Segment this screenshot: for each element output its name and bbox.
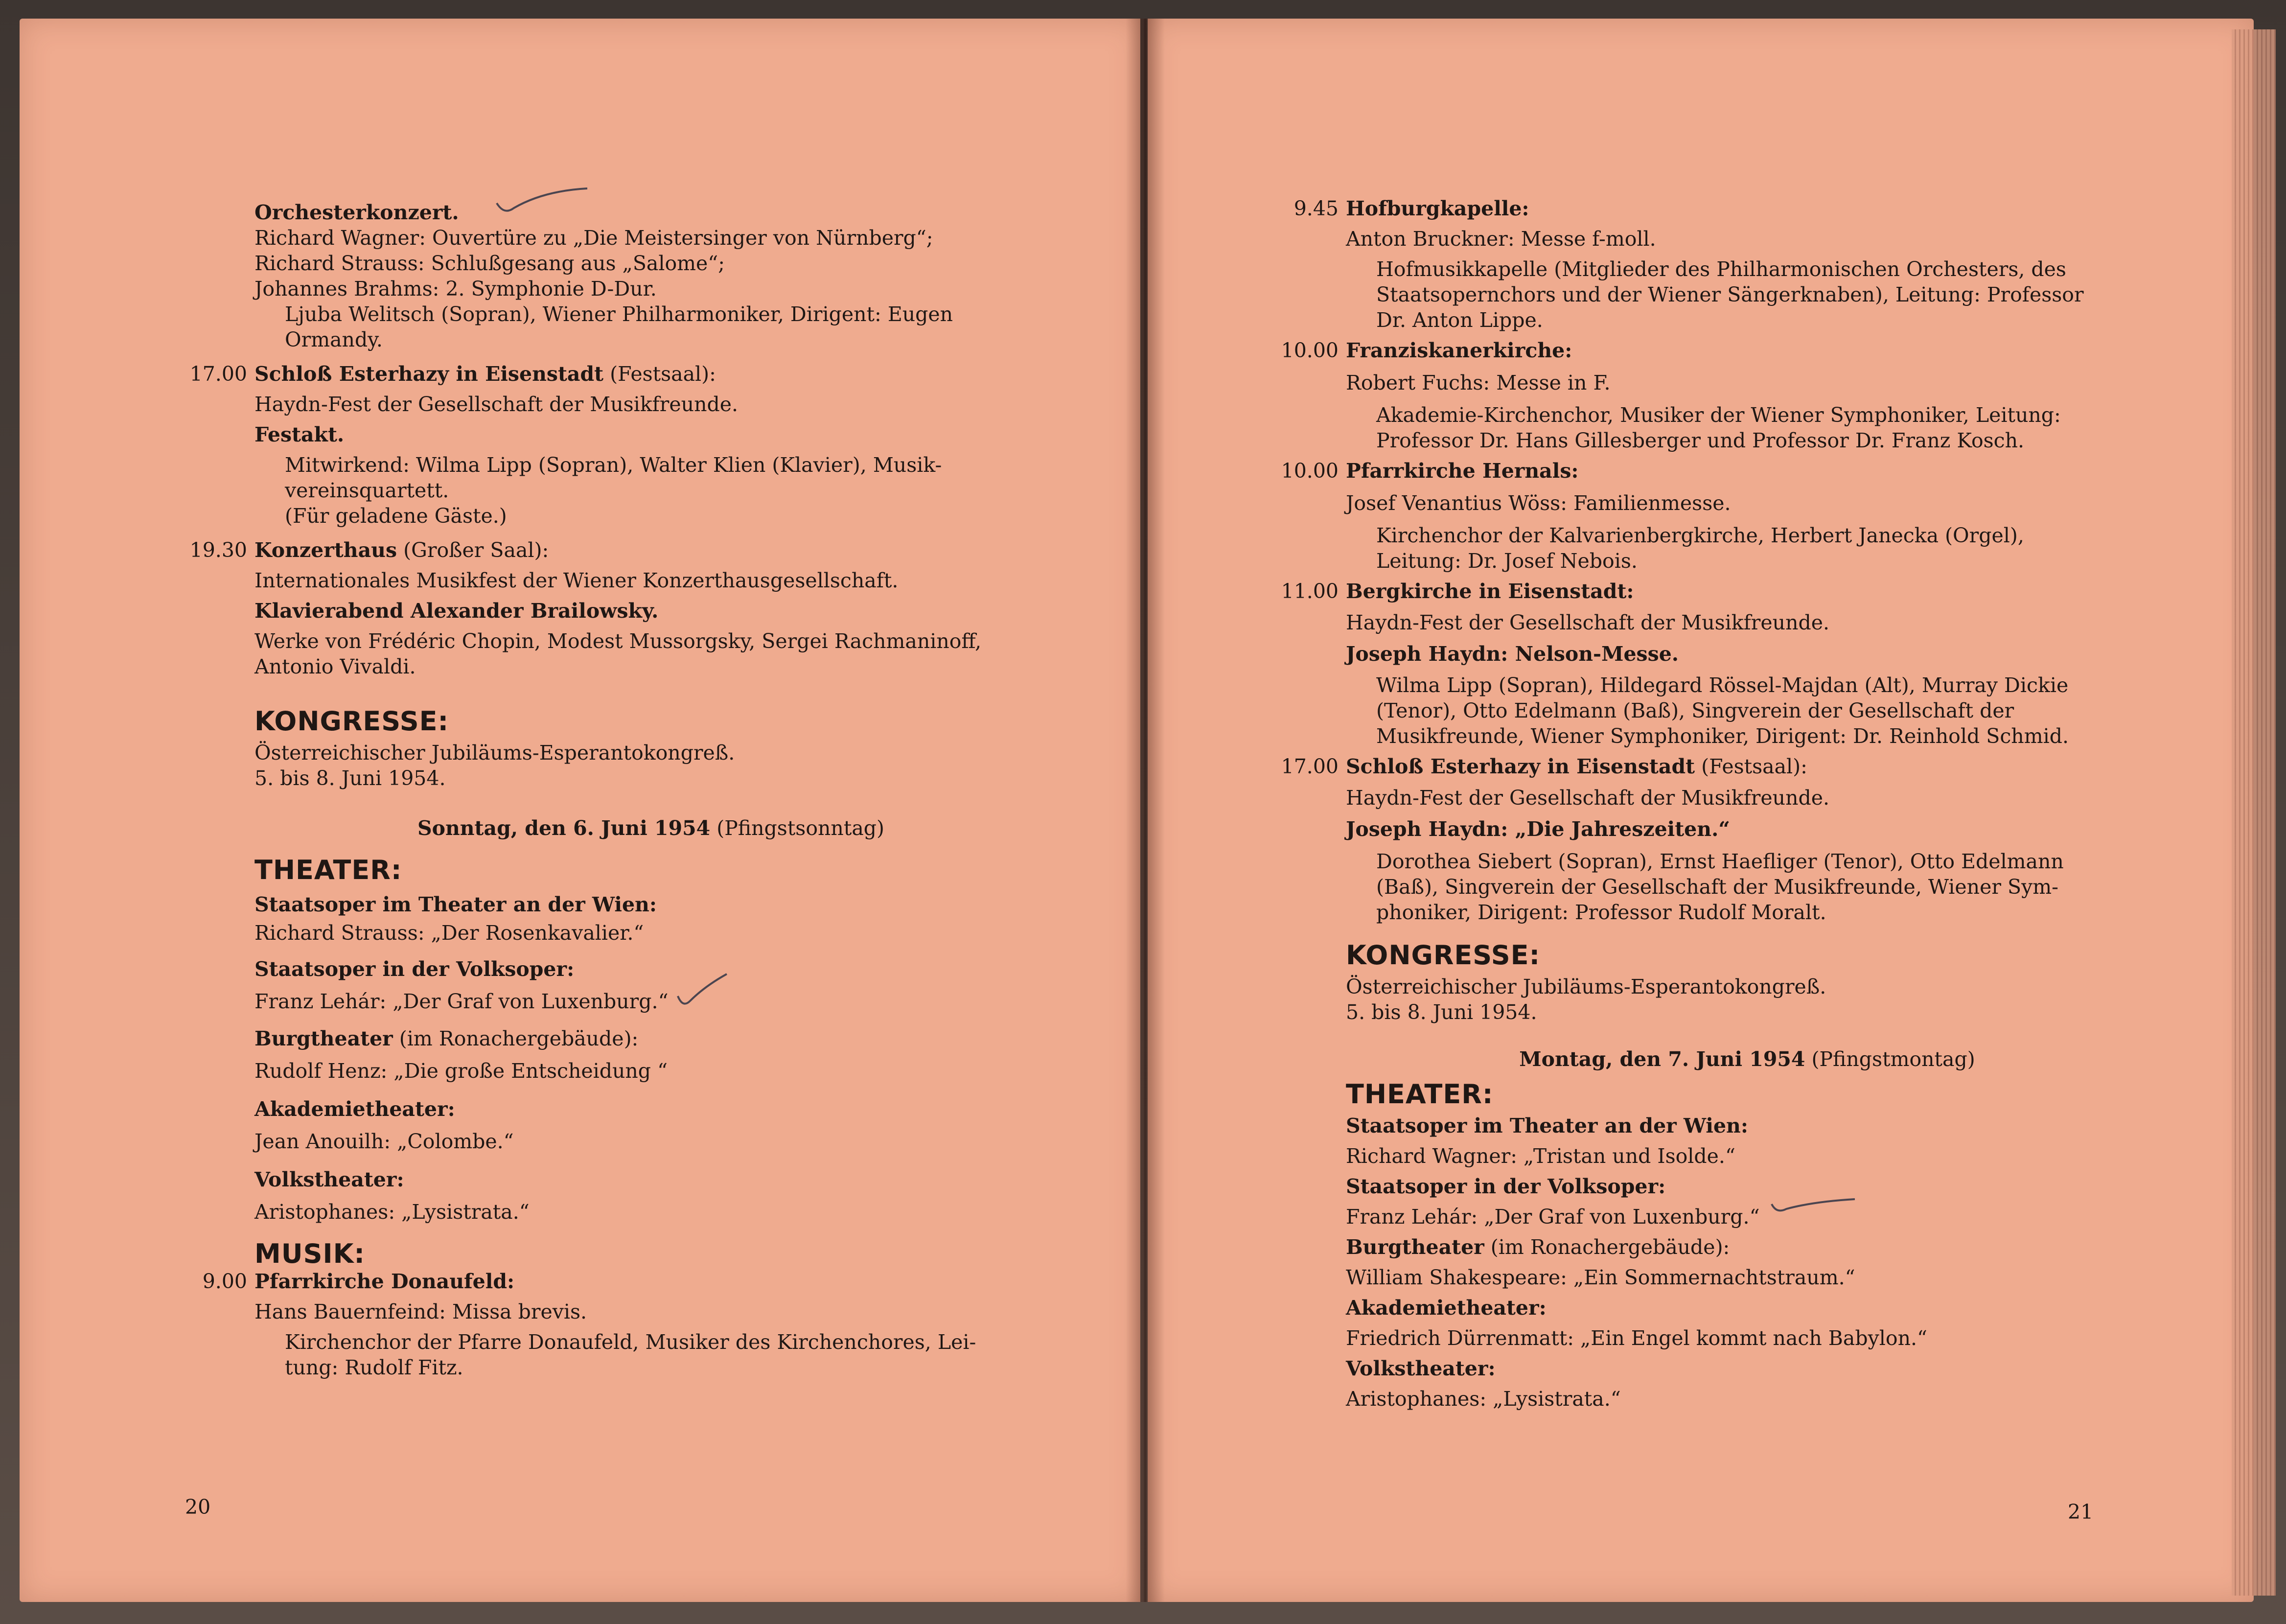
venue-note: (im Ronachergebäude): xyxy=(393,1027,639,1050)
pencil-check-icon xyxy=(494,181,592,220)
event-venue-note: (Festsaal): xyxy=(1695,755,1807,778)
text-line: Rudolf Henz: „Die große Entscheidung “ xyxy=(254,1059,668,1083)
text-line: Friedrich Dürrenmatt: „Ein Engel kommt nach Babylon.“ xyxy=(1346,1326,1927,1350)
text-line: Robert Fuchs: Messe in F. xyxy=(1346,371,1611,394)
text-line: Franz Lehár: „Der Graf von Luxenburg.“ xyxy=(1346,1205,1760,1229)
event-venue-note: (Festsaal): xyxy=(603,362,716,386)
text-line: Mitwirkend: Wilma Lipp (Sopran), Walter Klien (Klavier), Musik- xyxy=(285,453,942,477)
event-entry xyxy=(202,1269,1047,1380)
text-line: Ljuba Welitsch (Sopran), Wiener Philharmoniker, Dirigent: Eugen xyxy=(285,302,953,326)
venue: Staatsoper im Theater an der Wien: xyxy=(254,893,657,916)
text-line: Haydn-Fest der Gesellschaft der Musikfreunde. xyxy=(1346,611,1830,634)
text-line: vereinsquartett. xyxy=(285,479,449,502)
text-line: Richard Wagner: „Tristan und Isolde.“ xyxy=(1346,1144,1735,1168)
text-line: phoniker, Dirigent: Professor Rudolf Moralt. xyxy=(1376,901,1826,924)
event-venue: Franziskanerkirche: xyxy=(1346,339,1572,362)
event-entry xyxy=(189,537,1047,679)
event-time: 19.30 xyxy=(189,538,247,562)
venue: Akademietheater: xyxy=(254,1097,455,1121)
event-venue: Schloß Esterhazy in Eisenstadt xyxy=(1346,755,1695,778)
event-entry xyxy=(1281,754,2148,925)
text-line: Wilma Lipp (Sopran), Hildegard Rössel-Majdan (Alt), Murray Dickie xyxy=(1376,673,2069,697)
venue: Akademietheater: xyxy=(1346,1296,1547,1320)
day-heading: Montag, den 7. Juni 1954 xyxy=(1519,1047,1805,1071)
text-line: Hans Bauernfeind: Missa brevis. xyxy=(254,1300,587,1323)
section-heading: THEATER: xyxy=(1346,1079,1494,1110)
day-note: (Pfingstsonntag) xyxy=(710,816,884,840)
text-line: Joseph Haydn: Nelson-Messe. xyxy=(1346,642,1679,666)
text-line: Dr. Anton Lippe. xyxy=(1376,308,1543,332)
text-line: Antonio Vivaldi. xyxy=(254,655,416,678)
text-line: (Für geladene Gäste.) xyxy=(285,504,507,528)
text-line: Klavierabend Alexander Brailowsky. xyxy=(254,599,659,623)
text-line: Haydn-Fest der Gesellschaft der Musikfreunde. xyxy=(1346,786,1830,810)
text-line: Joseph Haydn: „Die Jahreszeiten.“ xyxy=(1346,817,1730,841)
book-gutter xyxy=(1126,19,1165,1602)
event-time: 17.00 xyxy=(1281,755,1339,778)
event-time: 10.00 xyxy=(1281,339,1339,362)
pencil-check-icon xyxy=(1769,1194,1857,1219)
text-line: 5. bis 8. Juni 1954. xyxy=(254,766,446,790)
right-column xyxy=(1281,196,2148,1412)
text-line: Kirchenchor der Kalvarienbergkirche, Herbert Janecka (Orgel), xyxy=(1376,524,2024,547)
section-heading: KONGRESSE: xyxy=(254,706,449,737)
venue: Burgtheater xyxy=(1346,1235,1484,1259)
section-heading: THEATER: xyxy=(254,855,402,885)
orch-title: Orchesterkonzert. xyxy=(254,201,459,224)
page-number: 20 xyxy=(185,1495,211,1519)
event-entry xyxy=(1281,458,2148,574)
event-venue: Bergkirche in Eisenstadt: xyxy=(1346,580,1634,603)
pencil-check-icon xyxy=(675,972,729,1011)
venue: Staatsoper in der Volksoper: xyxy=(254,957,575,981)
text-line: Dorothea Siebert (Sopran), Ernst Haefliger (Tenor), Otto Edelmann xyxy=(1376,850,2064,873)
event-venue: Pfarrkirche Donaufeld: xyxy=(254,1270,515,1293)
text-line: Richard Strauss: Schlußgesang aus „Salome“; xyxy=(254,252,725,275)
event-entry xyxy=(1293,196,2148,333)
text-line: Werke von Frédéric Chopin, Modest Mussorgsky, Sergei Rachmaninoff, xyxy=(254,629,982,653)
event-venue-note: (Großer Saal): xyxy=(397,538,549,562)
event-venue: Schloß Esterhazy in Eisenstadt xyxy=(254,362,604,386)
text-line: Professor Dr. Hans Gillesberger und Professor Dr. Franz Kosch. xyxy=(1376,429,2025,452)
text-line: Musikfreunde, Wiener Symphoniker, Dirigent: Dr. Reinhold Schmid. xyxy=(1376,724,2069,748)
text-line: (Tenor), Otto Edelmann (Baß), Singverein der Gesellschaft der xyxy=(1376,699,2014,722)
text-line: Leitung: Dr. Josef Nebois. xyxy=(1376,549,1638,573)
venue-note: (im Ronachergebäude): xyxy=(1484,1235,1730,1259)
venue: Burgtheater xyxy=(254,1027,393,1050)
event-venue: Hofburgkapelle: xyxy=(1346,197,1529,220)
text-line: Aristophanes: „Lysistrata.“ xyxy=(254,1200,530,1224)
event-venue: Pfarrkirche Hernals: xyxy=(1346,459,1579,483)
text-line: Johannes Brahms: 2. Symphonie D-Dur. xyxy=(254,277,657,301)
text-line: Franz Lehár: „Der Graf von Luxenburg.“ xyxy=(254,990,669,1013)
text-line: Anton Bruckner: Messe f-moll. xyxy=(1346,227,1656,251)
day-heading: Sonntag, den 6. Juni 1954 xyxy=(417,816,711,840)
text-line: Haydn-Fest der Gesellschaft der Musikfreunde. xyxy=(254,393,739,416)
event-entry xyxy=(189,361,1047,529)
event-time: 11.00 xyxy=(1281,580,1339,603)
text-line: Richard Wagner: Ouvertüre zu „Die Meistersinger von Nürnberg“; xyxy=(254,226,933,250)
left-column xyxy=(189,200,1047,1380)
event-time: 9.45 xyxy=(1293,197,1339,220)
text-line: Richard Strauss: „Der Rosenkavalier.“ xyxy=(254,921,644,945)
venue: Staatsoper in der Volksoper: xyxy=(1346,1175,1666,1198)
text-line: Aristophanes: „Lysistrata.“ xyxy=(1346,1387,1621,1411)
text-line: Österreichischer Jubiläums-Esperantokongreß. xyxy=(1346,975,1826,998)
event-time: 9.00 xyxy=(202,1270,247,1293)
text-line: Staatsopernchors und der Wiener Sängerknaben), Leitung: Professor xyxy=(1376,283,2084,306)
section-heading: MUSIK: xyxy=(254,1238,366,1269)
text-line: Jean Anouilh: „Colombe.“ xyxy=(254,1130,514,1153)
text-line: Ormandy. xyxy=(285,328,383,351)
text-line: William Shakespeare: „Ein Sommernachtstraum.“ xyxy=(1346,1266,1855,1289)
event-time: 10.00 xyxy=(1281,459,1339,483)
text-line: Festakt. xyxy=(254,423,345,446)
text-line: tung: Rudolf Fitz. xyxy=(285,1356,463,1379)
event-entry xyxy=(1281,338,2148,453)
text-line: Hofmusikkapelle (Mitglieder des Philharmonischen Orchesters, des xyxy=(1376,257,2066,281)
event-entry xyxy=(1281,579,2148,749)
page-edges xyxy=(2232,29,2276,1596)
text-line: Kirchenchor der Pfarre Donaufeld, Musiker des Kirchenchores, Lei- xyxy=(285,1330,976,1354)
text-line: Internationales Musikfest der Wiener Konzerthausgesellschaft. xyxy=(254,569,899,592)
text-line: Österreichischer Jubiläums-Esperantokongreß. xyxy=(254,741,735,765)
section-heading: KONGRESSE: xyxy=(1346,940,1541,971)
day-note: (Pfingstmontag) xyxy=(1805,1047,1975,1071)
text-line: 5. bis 8. Juni 1954. xyxy=(1346,1000,1537,1024)
event-venue: Konzerthaus xyxy=(254,538,397,562)
text-line: (Baß), Singverein der Gesellschaft der Musikfreunde, Wiener Sym- xyxy=(1376,875,2058,899)
venue: Volkstheater: xyxy=(1346,1357,1496,1380)
venue: Staatsoper im Theater an der Wien: xyxy=(1346,1114,1748,1137)
text-line: Josef Venantius Wöss: Familienmesse. xyxy=(1346,491,1731,515)
venue: Volkstheater: xyxy=(254,1168,404,1191)
text-line: Akademie-Kirchenchor, Musiker der Wiener Symphoniker, Leitung: xyxy=(1376,403,2061,427)
page-number: 21 xyxy=(2068,1500,2094,1524)
event-time: 17.00 xyxy=(189,362,247,386)
